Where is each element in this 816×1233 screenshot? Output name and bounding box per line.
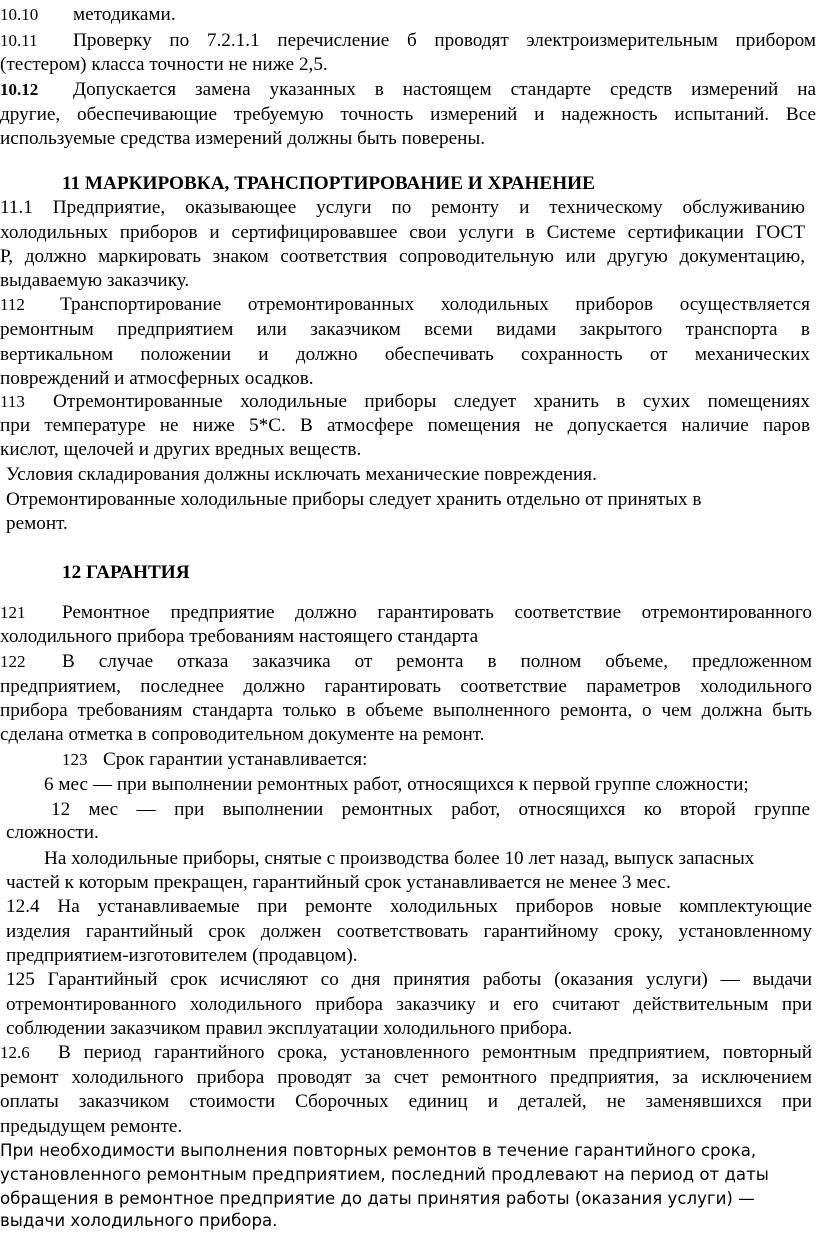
text-line: установленного ремонтным предприятием, последний продлевают на период от даты bbox=[0, 1165, 769, 1184]
text-line: ремонт холодильного прибора проводят за счет ремонтного предприятия, за исключением bbox=[0, 1067, 812, 1088]
text-line bbox=[0, 28, 816, 53]
text-line bbox=[0, 2, 816, 27]
clause-number: 10.12 bbox=[0, 80, 39, 99]
text-line bbox=[0, 77, 816, 102]
clause-number: 112 bbox=[0, 295, 25, 314]
line-text: Допускается замена указанных в настоящем стандарте средств измерений на bbox=[73, 79, 816, 100]
line-text: В период гарантийного срока, установленного ремонтным предприятием, повторный bbox=[58, 1042, 812, 1063]
text-line: предприятием, последнее должно гарантировать соответствие параметров холодильного bbox=[0, 676, 812, 697]
text-line: холодильного прибора требованиям настоящего стандарта bbox=[0, 626, 479, 647]
text-line: кислот, щелочей и других вредных веществ. bbox=[0, 439, 362, 460]
text-line: отремонтированного холодильного прибора заказчику и его считают действительным при bbox=[6, 994, 812, 1015]
text-line: выдачи холодильного прибора. bbox=[0, 1211, 278, 1230]
section-heading: 11 МАРКИРОВКА, ТРАНСПОРТИРОВАНИЕ И ХРАНЕНИЕ bbox=[62, 173, 595, 194]
text-line bbox=[0, 600, 812, 625]
text-line: выдаваемую заказчику. bbox=[0, 270, 190, 291]
text-line: При необходимости выполнения повторных ремонтов в течение гарантийного срока, bbox=[0, 1141, 757, 1160]
text-line bbox=[0, 1040, 812, 1065]
text-line: изделия гарантийный срок должен соответствовать гарантийному сроку, установленному bbox=[6, 921, 812, 942]
section-heading: 12 ГАРАНТИЯ bbox=[62, 562, 190, 583]
text-line: вертикальном положении и должно обеспечивать сохранность от механических bbox=[0, 344, 810, 365]
text-line: оплаты заказчиком стоимости Сборочных единиц и деталей, не заменявшихся при bbox=[0, 1091, 812, 1112]
line-text: Отремонтированные холодильные приборы следует хранить в сухих помещениях bbox=[53, 391, 810, 412]
text-line: другие, обеспечивающие требуемую точность измерений и надежность испытаний. Все bbox=[0, 104, 816, 125]
text-line: 11.1 Предприятие, оказывающее услуги по ремонту и техническому обслуживанию bbox=[0, 197, 805, 218]
text-line: сделана отметка в сопроводительном документе на ремонт. bbox=[0, 724, 485, 745]
clause-number: 122 bbox=[0, 652, 26, 671]
text-line: холодильных приборов и сертифицировавшее свои услуги в Системе сертификации ГОСТ bbox=[0, 222, 805, 243]
text-line bbox=[0, 649, 812, 674]
text-line bbox=[62, 747, 762, 772]
text-line: Отремонтированные холодильные приборы следует хранить отдельно от принятых в bbox=[6, 489, 702, 510]
line-text: методиками. bbox=[73, 4, 176, 25]
text-line: 6 мес — при выполнении ремонтных работ, относящихся к первой группе сложности; bbox=[44, 774, 749, 795]
text-line: Условия складирования должны исключать механические повреждения. bbox=[6, 464, 597, 485]
text-line: 12.4 На устанавливаемые при ремонте холодильных приборов новые комплектующие bbox=[6, 896, 812, 917]
text-line: 125 Гарантийный срок исчисляют со дня принятия работы (оказания услуги) — выдачи bbox=[6, 969, 812, 990]
text-line: при температуре не ниже 5*С. В атмосфере помещения не допускается наличие паров bbox=[0, 415, 810, 436]
text-line: предыдущем ремонте. bbox=[0, 1116, 183, 1137]
line-text: Срок гарантии устанавливается: bbox=[103, 749, 368, 770]
clause-number: 10.10 bbox=[0, 5, 39, 24]
text-line: ремонт. bbox=[6, 513, 68, 534]
text-line bbox=[0, 389, 810, 414]
clause-number: 113 bbox=[0, 392, 25, 411]
text-line: прибора требованиям стандарта только в объеме выполненного ремонта, о чем должна быть bbox=[0, 700, 812, 721]
text-line: сложности. bbox=[6, 822, 99, 843]
clause-number: 12.6 bbox=[0, 1043, 30, 1062]
text-line: повреждений и атмосферных осадков. bbox=[0, 368, 314, 389]
text-line bbox=[0, 292, 810, 317]
text-line: используемые средства измерений должны быть поверены. bbox=[0, 128, 486, 149]
text-line: Р, должно маркировать знаком соответствия сопроводительную или другую документацию, bbox=[0, 246, 805, 267]
text-line: ремонтным предприятием или заказчиком всеми видами закрытого транспорта в bbox=[0, 319, 810, 340]
text-line: частей к которым прекращен, гарантийный срок устанавливается не менее 3 мес. bbox=[6, 872, 671, 893]
text-line: 12 мес — при выполнении ремонтных работ, относящихся ко второй группе bbox=[51, 799, 810, 820]
text-line: обращения в ремонтное предприятие до даты принятия работы (оказания услуги) — bbox=[0, 1189, 755, 1208]
text-line: На холодильные приборы, снятые с производства более 10 лет назад, выпуск запасных bbox=[44, 848, 755, 869]
clause-number: 121 bbox=[0, 603, 26, 622]
clause-number: 10.11 bbox=[0, 31, 38, 50]
text-line: (тестером) класса точности не ниже 2,5. bbox=[0, 54, 328, 75]
line-text: В случае отказа заказчика от ремонта в полном объеме, предложенном bbox=[62, 651, 812, 672]
clause-number: 123 bbox=[62, 750, 88, 769]
text-line: соблюдении заказчиком правил эксплуатации холодильного прибора. bbox=[6, 1018, 573, 1039]
line-text: Ремонтное предприятие должно гарантировать соответствие отремонтированного bbox=[62, 602, 812, 623]
text-line: предприятием-изготовителем (продавцом). bbox=[6, 945, 358, 966]
line-text: Транспортирование отремонтированных холодильных приборов осуществляется bbox=[60, 294, 810, 315]
line-text: Проверку по 7.2.1.1 перечисление б проводят электроизмерительным прибором bbox=[73, 30, 816, 51]
